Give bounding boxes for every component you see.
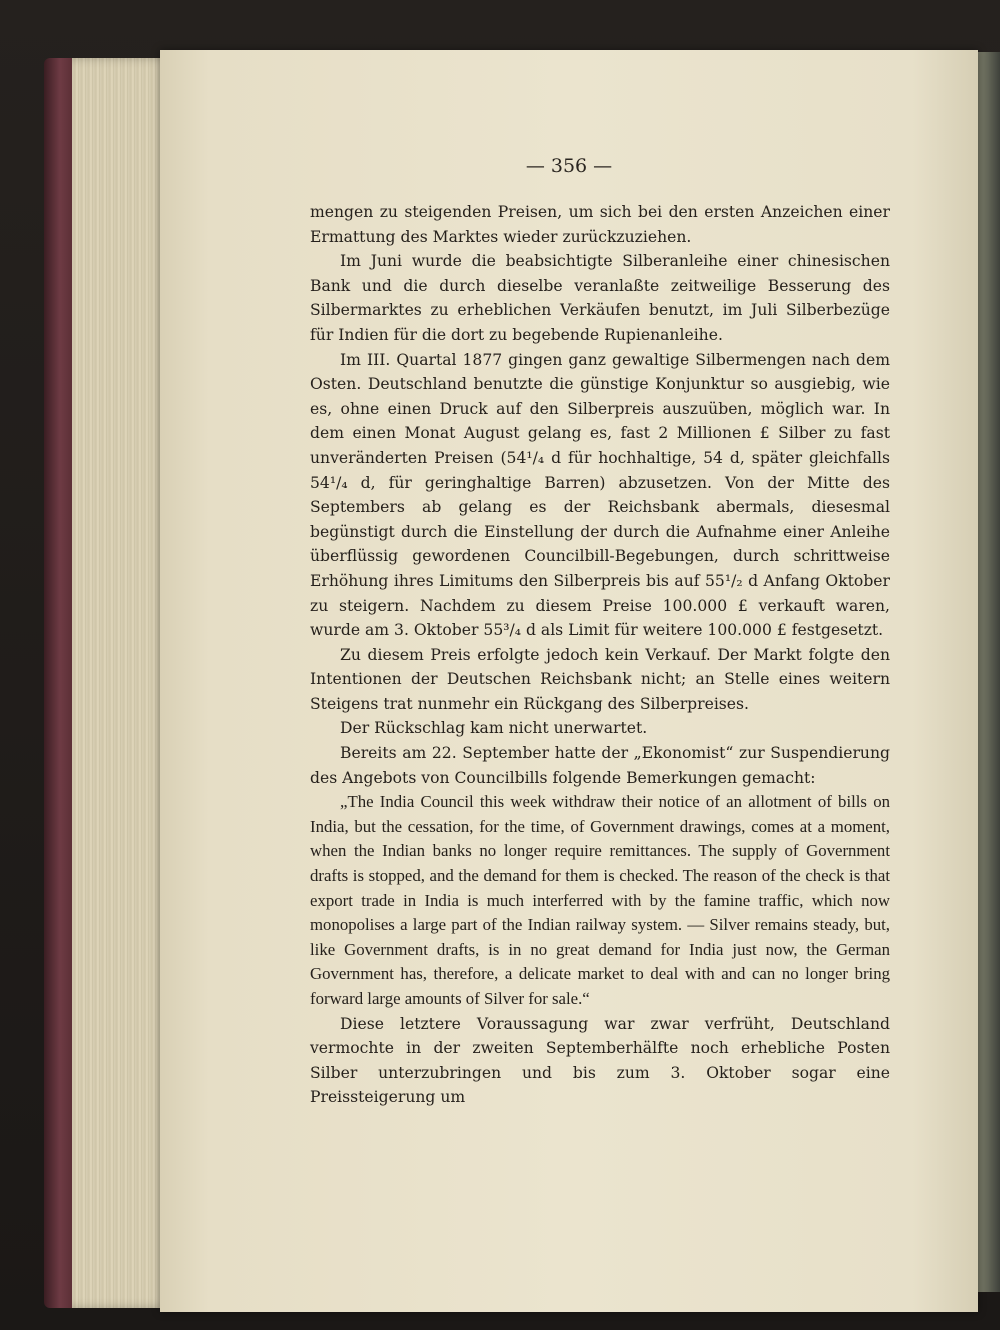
page-text (310, 200, 890, 1110)
book-page (160, 50, 978, 1312)
paragraph: Diese letztere Voraussagung war zwar verfrüht, Deutschland vermochte in der zweiten Septemberhälfte noch erhebliche Posten Silber unterzubringen und bis zum 3. Oktober sogar eine Preissteigerung um (310, 1014, 890, 1107)
paragraph: Bereits am 22. September hatte der „Ekonomist“ zur Suspendierung des Angebots von Councilbills folgende Bemerkungen gemacht: (310, 744, 890, 787)
paragraph: Zu diesem Preis erfolgte jedoch kein Verkauf. Der Markt folgte den Intentionen der Deutschen Reichsbank nicht; an Stelle eines weitern Steigens trat nunmehr ein Rückgang des Silberpreises. (310, 645, 890, 713)
page-number: — 356 — (525, 155, 613, 177)
paragraph: Im III. Quartal 1877 gingen ganz gewaltige Silbermengen nach dem Osten. Deutschland benutzte die günstige Konjunktur so ausgiebig, wie es, ohne einen Druck auf den Silberpreis auszuüben, möglich war. In dem einen Monat August gelang es, fast 2 Millionen £ Silber zu fast unveränderten Preisen (54¹/₄ d für hochhaltige, 54 d, später gleichfalls 54¹/₄ d, für geringhaltige Barren) abzusetzen. Von der Mitte des Septembers ab gelang es der Reichsbank abermals, diesesmal begünstigt durch die Einstellung der durch die Aufnahme einer Anleihe überflüssig gewordenen Councilbill-Begebungen, durch schrittweise Erhöhung ihres Limitums den Silberpreis bis auf 55¹/₂ d Anfang Oktober zu steigern. Nachdem zu diesem Preise 100.000 £ verkauft waren, wurde am 3. Oktober 55³/₄ d als Limit für weitere 100.000 £ festgesetzt. (310, 350, 890, 640)
page-edges (72, 58, 172, 1308)
paragraph: Im Juni wurde die beabsichtigte Silberanleihe einer chinesischen Bank und die durch dieselbe veranlaßte zeitweilige Besserung des Silbermarktes zu erheblichen Verkäufen benutzt, im Juli Silberbezüge für Indien für die dort zu begebende Rupienanleihe. (310, 252, 890, 344)
paragraph: Der Rückschlag kam nicht unerwartet. (340, 719, 648, 738)
paragraph: mengen zu steigenden Preisen, um sich bei den ersten Anzeichen einer Ermattung des Marktes wieder zurückzuziehen. (310, 203, 890, 246)
english-quote-paragraph: „The India Council this week withdraw their notice of an allotment of bills on India, but the cessation, for the time, of Government drawings, comes at a moment, when the Indian banks no longer require remittances. The supply of Government drafts is stopped, and the demand for them is checked. The reason of the check is that export trade in India is much interferred with by the famine traffic, which now monopolises a large part of the Indian railway system. — Silver remains steady, but, like Government drafts, is in no great demand for India just now, the German Government has, therefore, a delicate market to deal with and can no longer bring forward large amounts of Silver for sale.“ (310, 792, 890, 1008)
